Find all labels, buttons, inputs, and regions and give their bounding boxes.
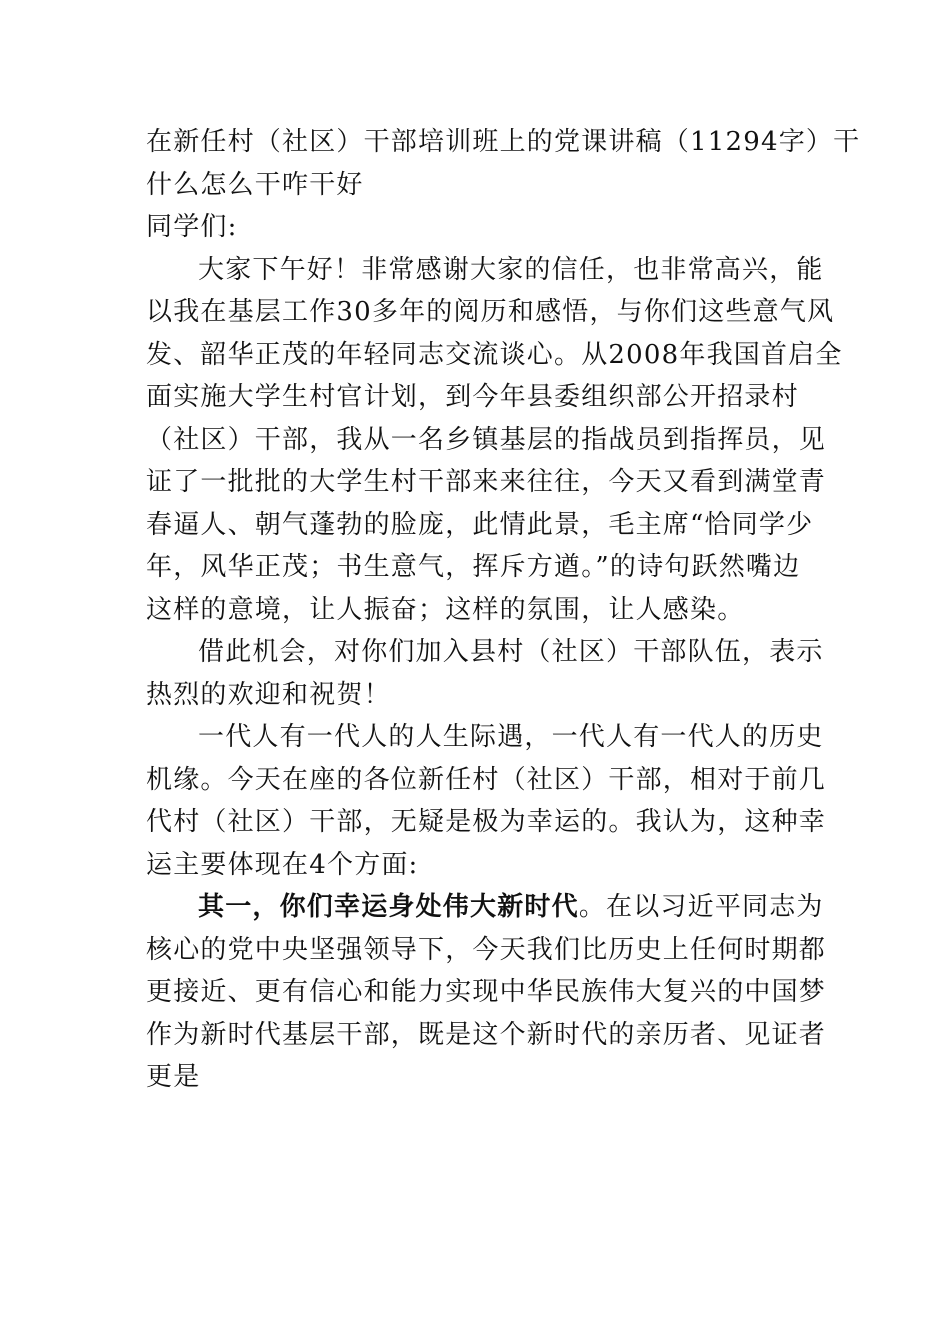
- paragraph-line: 发、韶华正茂的年轻同志交流谈心。从2008年我国首启全: [146, 339, 843, 370]
- paragraph-line: 证了一批批的大学生村干部来来往往，今天又看到满堂青: [146, 467, 827, 497]
- paragraph-line: 以我在基层工作30多年的阅历和感悟，与你们这些意气风: [146, 297, 835, 327]
- paragraph-line: 作为新时代基层干部，既是这个新时代的亲历者、见证者: [146, 1019, 827, 1050]
- document-title-line: 在新任村（社区）干部培训班上的党课讲稿（11294字）干: [146, 127, 861, 157]
- paragraph-line: 机缘。今天在座的各位新任村（社区）干部，相对于前几: [146, 764, 827, 795]
- paragraph-line: 面实施大学生村官计划，到今年县委组织部公开招录村: [146, 382, 799, 412]
- paragraph-line: 一代人有一代人的人生际遇，一代人有一代人的历史: [198, 722, 824, 752]
- paragraph-line: 更是: [146, 1062, 201, 1092]
- paragraph-line: 运主要体现在4个方面:: [146, 849, 419, 880]
- section-heading: 其一，你们幸运身处伟大新时代: [198, 892, 579, 922]
- paragraph-line: 春逼人、朝气蓬勃的脸庞，此情此景，毛主席“恰同学少: [146, 509, 814, 540]
- paragraph-line: 大家下午好！非常感谢大家的信任，也非常高兴，能: [198, 254, 824, 285]
- paragraph-line: [146, 886, 824, 929]
- section-text: 。在以习近平同志为: [578, 892, 824, 922]
- paragraph-line: 年，风华正茂；书生意气，挥斥方遒。”的诗句跃然嘴边: [146, 552, 801, 582]
- paragraph-line: （社区）干部，我从一名乡镇基层的指战员到指挥员，见: [146, 424, 827, 455]
- paragraph-line: 热烈的欢迎和祝贺！: [146, 679, 391, 710]
- paragraph-line: 代村（社区）干部，无疑是极为幸运的。我认为，这种幸: [146, 807, 827, 837]
- document-page: [146, 121, 861, 1099]
- document-title-line: 什么怎么干咋干好: [146, 169, 364, 200]
- paragraph-line: 借此机会，对你们加入县村（社区）干部队伍，表示: [198, 637, 824, 667]
- salutation: 同学们:: [146, 212, 238, 242]
- paragraph-line: 这样的意境，让人振奋；这样的氛围，让人感染。: [146, 594, 745, 625]
- paragraph-line: 更接近、更有信心和能力实现中华民族伟大复兴的中国梦: [146, 977, 827, 1007]
- paragraph-line: 核心的党中央坚强领导下，今天我们比历史上任何时期都: [146, 934, 827, 965]
